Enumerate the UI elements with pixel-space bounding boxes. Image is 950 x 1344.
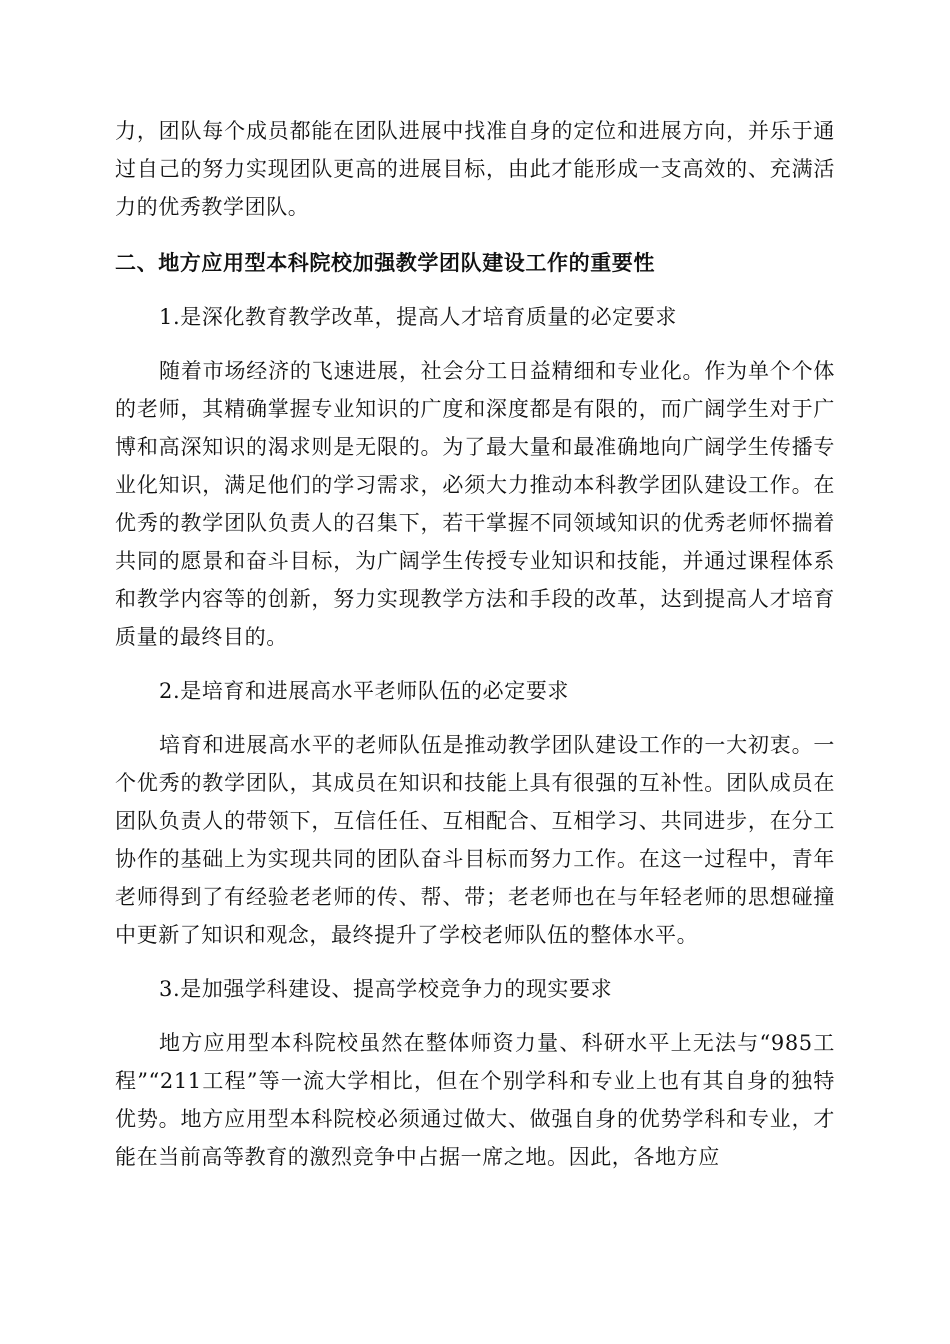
spacer	[115, 954, 835, 970]
paragraph-2: 培育和进展高水平的老师队伍是推动教学团队建设工作的一大初衷。一个优秀的教学团队，其成员在知识和技能上具有很强的互补性。团队成员在团队负责人的带领下，互信任任、互相配合、互相学习、共同进步，在分工协作的基础上为实现共同的团队奋斗目标而努力工作。在这一过程中，青年老师得到了有经验老老师的传、帮、带；老老师也在与年轻老师的思想碰撞中更新了知识和观念，最终提升了学校老师队伍的整体水平。	[115, 733, 835, 947]
paragraph-3: 地方应用型本科院校虽然在整体师资力量、科研水平上无法与“985工程”“211工程”等一流大学相比，但在个别学科和专业上也有其自身的独特优势。地方应用型本科院校必须通过做大、做强自身的优势学科和专业，才能在当前高等教育的激烈竞争中占据一席之地。因此，各地方应	[115, 1031, 835, 1169]
subheading-1: 1.是深化教育教学改革，提高人才培育质量的必定要求	[159, 305, 678, 329]
paragraph-continued: 力，团队每个成员都能在团队进展中找准自身的定位和进展方向，并乐于通过自己的努力实现团队更高的进展目标，由此才能形成一支高效的、充满活力的优秀教学团队。	[115, 119, 835, 219]
subheading-2: 2.是培育和进展高水平老师队伍的必定要求	[159, 679, 570, 703]
section-heading: 二、地方应用型本科院校加强教学团队建设工作的重要性	[115, 251, 655, 275]
paragraph-1: 随着市场经济的飞速进展，社会分工日益精细和专业化。作为单个个体的老师，其精确掌握专业知识的广度和深度都是有限的，而广阔学生对于广博和高深知识的渴求则是无限的。为了最大量和最准确地向广阔学生传播专业化知识，满足他们的学习需求，必须大力推动本科教学团队建设工作。在优秀的教学团队负责人的召集下，若干掌握不同领域知识的优秀老师怀揣着共同的愿景和奋斗目标，为广阔学生传授专业知识和技能，并通过课程体系和教学内容等的创新，努力实现教学方法和手段的改革，达到提高人才培育质量的最终目的。	[115, 359, 835, 649]
spacer	[115, 656, 835, 672]
document-body	[115, 112, 835, 1176]
spacer	[115, 226, 835, 244]
spacer	[115, 710, 835, 726]
spacer	[115, 1008, 835, 1024]
spacer	[115, 282, 835, 298]
subheading-3: 3.是加强学科建设、提高学校竞争力的现实要求	[159, 977, 613, 1001]
spacer	[115, 336, 835, 352]
